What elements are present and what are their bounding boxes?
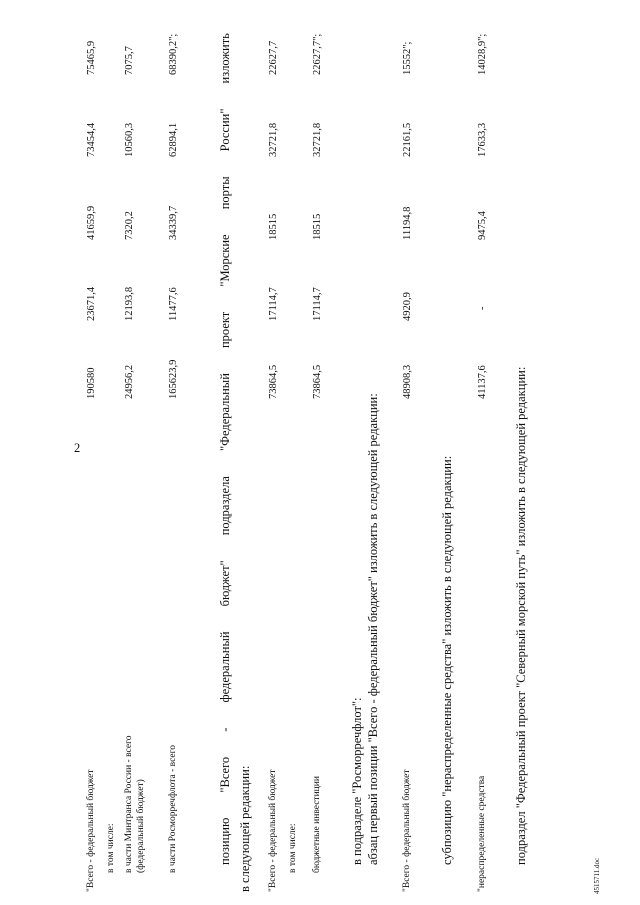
paragraph-3: субпозицию "нераспределенные средства" изложить в следующей редакции:: [440, 455, 454, 865]
table2-cell: 17114,7: [312, 287, 323, 321]
paragraph-4: подраздел "Федеральный проект "Северный морской путь" изложить в следующей редакции:: [514, 366, 528, 865]
para1-word: России": [218, 108, 232, 152]
para1-word: "Всего: [218, 756, 232, 793]
para1-word: "Федеральный: [218, 373, 232, 452]
table1-cell: 75465,9: [86, 40, 97, 75]
para1-word: подраздела: [218, 476, 232, 536]
paragraph-1-line-1: [218, 33, 233, 865]
table2-cell: 73864,5: [312, 364, 323, 399]
table2-cell: 22627,7: [268, 40, 279, 75]
table1-cell: 11477,6: [168, 287, 179, 321]
table4-cell: -: [477, 306, 488, 310]
table3-cell: 11194,8: [402, 206, 413, 240]
paragraph-2-line-1: в подразделе "Росморречфлот":: [350, 697, 364, 865]
table4-cell: 9475,4: [477, 211, 488, 240]
table1-cell: 190580: [86, 367, 97, 399]
table1-cell: 34339,7: [168, 205, 179, 240]
table2-row-label: "Всего - федеральный бюджет: [268, 769, 278, 892]
table4-cell: 41137,6: [477, 365, 488, 399]
table3-row-label: "Всего - федеральный бюджет: [402, 769, 412, 892]
file-name-footer: 4515711.doc: [593, 857, 601, 894]
table1-cell: 41659,9: [86, 205, 97, 240]
table1-row-label: в части Росморречфлота - всего: [168, 744, 178, 873]
table1-cell: 62894,1: [168, 122, 179, 157]
table2-cell: 17114,7: [268, 287, 279, 321]
table2-row-label: бюджетные инвестиции: [312, 776, 322, 873]
table3-cell: 4920,9: [402, 292, 413, 321]
table2-cell: 18515: [312, 213, 323, 240]
para1-word: изложить: [218, 33, 232, 84]
table1-cell: 73454,4: [86, 122, 97, 157]
paragraph-1-line-2: в следующей редакции:: [238, 765, 252, 892]
table1-row-label: в том числе:: [106, 823, 116, 873]
table2-cell: 18515: [268, 213, 279, 240]
table3-cell: 22161,5: [402, 122, 413, 157]
paragraph-2-line-2: абзац первый позиции "Всего - федеральный бюджет" изложить в следующей редакции:: [366, 393, 380, 865]
para1-word: -: [218, 727, 232, 732]
table4-cell: 14028,9";: [477, 33, 488, 75]
table2-row-label: в том числе:: [288, 823, 298, 873]
table1-row-label-cont: (федеральный бюджет): [136, 779, 146, 873]
table2-cell: 32721,8: [312, 122, 323, 157]
table1-row-label: в части Минтранса России - всего: [124, 735, 134, 873]
table1-cell: 12193,8: [124, 286, 135, 321]
table1-cell: 24956,2: [124, 364, 135, 399]
table4-cell: 17633,3: [477, 122, 488, 157]
table2-cell: 22627,7";: [312, 33, 323, 75]
table3-cell: 48908,3: [402, 364, 413, 399]
para1-word: проект: [218, 311, 232, 349]
table1-cell: 23671,4: [86, 286, 97, 321]
table1-cell: 7320,2: [124, 211, 135, 240]
table3-cell: 15552";: [402, 41, 413, 75]
table2-cell: 73864,5: [268, 364, 279, 399]
table2-cell: 32721,8: [268, 122, 279, 157]
para1-word: федеральный: [218, 631, 232, 703]
para1-word: "Морские: [218, 234, 232, 287]
table1-cell: 10560,3: [124, 122, 135, 157]
table4-row-label: "нераспределенные средства: [477, 775, 487, 892]
table1-cell: 165623,9: [168, 359, 179, 399]
table1-row-label: "Всего - федеральный бюджет: [86, 769, 96, 892]
page-number: 2: [74, 441, 81, 455]
table1-cell: 7075,7: [124, 46, 135, 75]
para1-word: позицию: [218, 817, 232, 865]
para1-word: порты: [218, 176, 232, 210]
table1-cell: 68390,2";: [168, 33, 179, 75]
para1-word: бюджет": [218, 560, 232, 607]
